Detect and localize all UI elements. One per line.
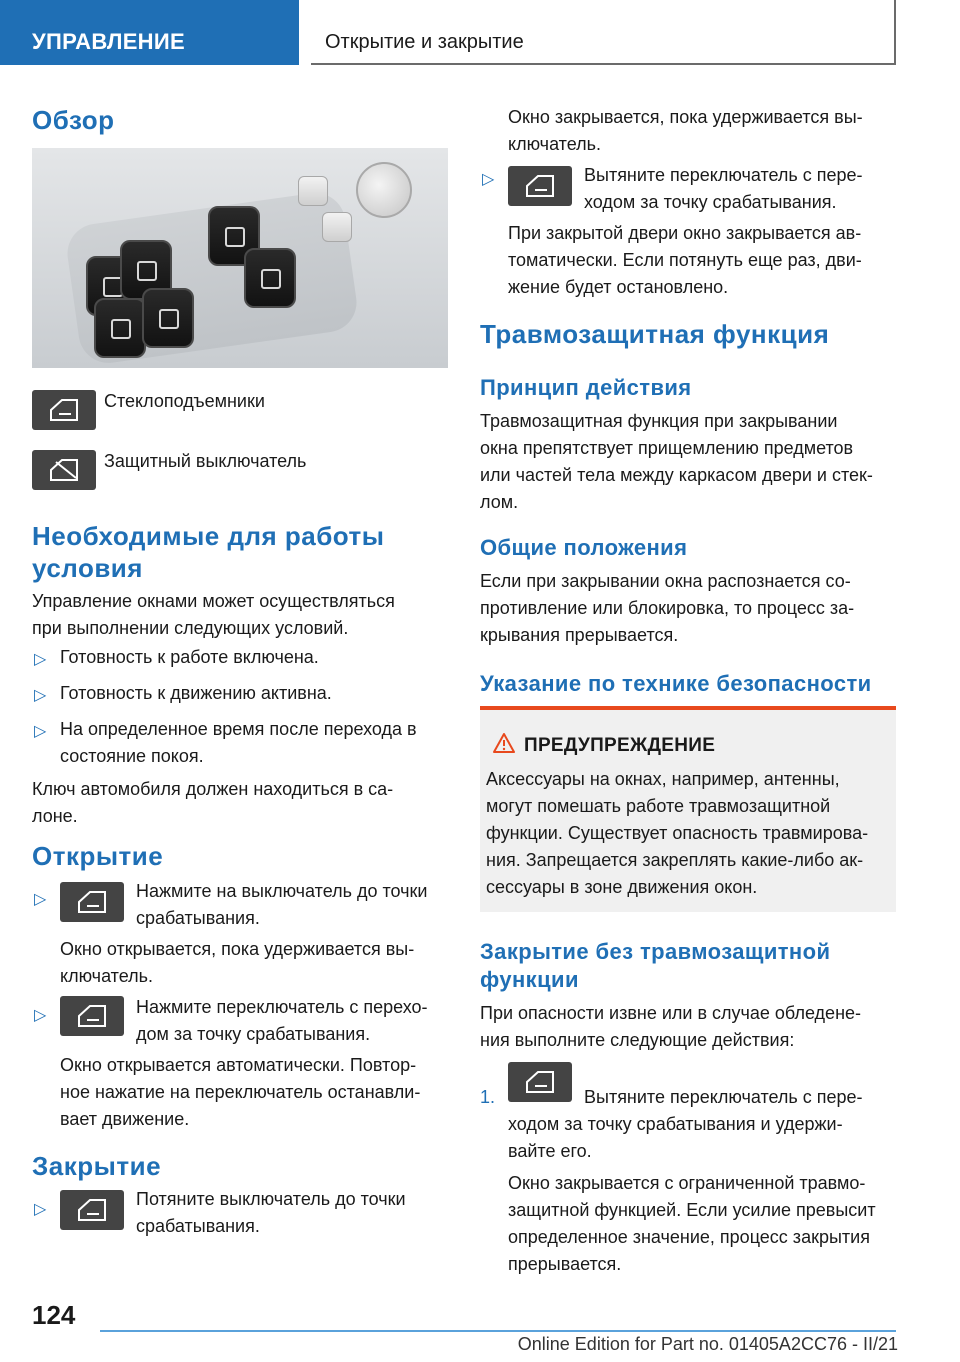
overview-title: Обзор xyxy=(32,105,115,135)
prereq-intro-2: при выполнении следующих условий. xyxy=(32,618,349,638)
close-step2-result-c: жение будет остановлено. xyxy=(508,277,729,297)
close-step1-a: Потяните выключатель до точки xyxy=(136,1189,406,1209)
window-switch-icon xyxy=(60,996,124,1036)
open-step2-result-b: ное нажатие на переключатель останавли- xyxy=(60,1082,421,1102)
window-switch-icon xyxy=(32,390,96,430)
bullet-icon: ▷ xyxy=(482,171,495,188)
switch-safety xyxy=(94,298,146,358)
window-switch-icon xyxy=(60,882,124,922)
left-column xyxy=(32,100,448,1280)
legend-text-2: Защитный выключатель xyxy=(104,451,307,471)
open-step1-result-b: ключатель. xyxy=(60,966,154,986)
bullet-icon: ▷ xyxy=(34,723,47,740)
safety-switch-icon xyxy=(32,450,96,490)
principle-3: или частей тела между каркасом двери и стек- xyxy=(480,465,873,485)
principle-2: окна препятствует прищемлению предметов xyxy=(480,438,854,458)
prereq-item-1: Готовность к работе включена. xyxy=(60,647,319,667)
warning-line-5: сессуары в зоне движения окон. xyxy=(486,877,758,897)
prereq-item-3b: состояние покоя. xyxy=(60,746,204,766)
no-pinch-result-d: прерывается. xyxy=(508,1254,622,1274)
warning-line-1: Аксессуары на окнах, например, антенны, xyxy=(486,769,840,789)
close-title: Закрытие xyxy=(32,1151,162,1181)
open-step2-result-a: Окно открывается автоматически. Повтор- xyxy=(60,1055,417,1075)
prereq-item-3a: На определенное время после перехода в xyxy=(60,719,417,739)
window-switch-photo xyxy=(32,148,448,368)
switch-driver-rear xyxy=(244,248,296,308)
close-step2-result-a: При закрытой двери окно закрывается ав- xyxy=(508,223,862,243)
open-step2-result-c: вает движение. xyxy=(60,1109,190,1129)
warning-label: ПРЕДУПРЕЖДЕНИЕ xyxy=(524,735,716,756)
no-pinch-title-1: Закрытие без травмозащитной xyxy=(480,939,831,964)
mirror-knob xyxy=(298,176,328,206)
close-step1-b: срабатывания. xyxy=(136,1216,260,1236)
close-step1-result-b: ключатель. xyxy=(508,134,602,154)
footer-edition: Online Edition for Part no. 01405A2CC76 - II/21 xyxy=(517,1334,898,1354)
open-title: Открытие xyxy=(32,841,164,871)
close-step1-result-a: Окно закрывается, пока удерживается вы- xyxy=(508,107,863,127)
no-pinch-step-a: Вытяните переключатель с пере- xyxy=(584,1087,863,1107)
prereq-title-line2: условия xyxy=(32,553,143,583)
switch-front-right xyxy=(142,288,194,348)
open-step2-a: Нажмите переключатель с перехо- xyxy=(136,997,428,1017)
bullet-icon: ▷ xyxy=(34,1201,47,1218)
open-step1-b: срабатывания. xyxy=(136,908,260,928)
principle-4: лом. xyxy=(480,492,519,512)
general-1: Если при закрывании окна распознается со- xyxy=(480,571,851,591)
no-pinch-title-2: функции xyxy=(480,967,579,992)
general-title: Общие положения xyxy=(480,535,688,560)
topic-header: Открытие и закрытие xyxy=(311,0,896,65)
principle-1: Травмозащитная функция при закрывании xyxy=(480,411,838,431)
warning-text xyxy=(486,766,890,901)
safety-title: Указание по технике безопасности xyxy=(480,671,872,696)
no-pinch-step-b: ходом за точку срабатывания и удержи- xyxy=(508,1114,843,1134)
warning-line-4: ния. Запрещается закреплять какие-либо ак- xyxy=(486,850,864,870)
step-number: 1. xyxy=(480,1087,496,1107)
no-pinch-result-a: Окно закрывается с ограниченной травмо- xyxy=(508,1173,866,1193)
close-step2-b: ходом за точку срабатывания. xyxy=(584,192,837,212)
bullet-icon: ▷ xyxy=(34,651,47,668)
no-pinch-intro-1: При опасности извне или в случае обледене- xyxy=(480,1003,862,1023)
key-note-1: Ключ автомобиля должен находиться в са- xyxy=(32,779,394,799)
right-column xyxy=(480,100,896,1280)
no-pinch-intro-2: ния выполните следующие действия: xyxy=(480,1030,795,1050)
window-switch-icon xyxy=(508,166,572,206)
warning-triangle-icon xyxy=(492,732,516,754)
close-step2-result-b: томатически. Если потянуть еще раз, дви- xyxy=(508,250,862,270)
warning-line-2: могут помешать работе травмозащитной xyxy=(486,796,831,816)
close-step2-a: Вытяните переключатель с пере- xyxy=(584,165,863,185)
bullet-icon: ▷ xyxy=(34,687,47,704)
prereq-item-2: Готовность к движению активна. xyxy=(60,683,332,703)
legend-text-1: Стеклоподъемники xyxy=(104,391,265,411)
prereq-intro-1: Управление окнами может осуществляться xyxy=(32,591,395,611)
window-switch-icon xyxy=(60,1190,124,1230)
warning-box xyxy=(480,706,896,912)
open-step1-result-a: Окно открывается, пока удерживается вы- xyxy=(60,939,415,959)
mirror-knob-2 xyxy=(322,212,352,242)
general-2: противление или блокировка, то процесс за- xyxy=(480,598,855,618)
principle-title: Принцип действия xyxy=(480,375,692,400)
page-number: 124 xyxy=(32,1300,76,1330)
no-pinch-result-b: защитной функцией. Если усилие превысит xyxy=(508,1200,876,1220)
open-step2-b: дом за точку срабатывания. xyxy=(136,1024,371,1044)
key-note-2: лоне. xyxy=(32,806,78,826)
general-3: крывания прерывается. xyxy=(480,625,679,645)
footer-divider xyxy=(100,1330,896,1332)
prereq-title-line1: Необходимые для работы xyxy=(32,521,385,551)
no-pinch-result-c: определенное значение, процесс закрытия xyxy=(508,1227,870,1247)
section-tab: УПРАВЛЕНИЕ xyxy=(0,0,299,65)
open-step1-a: Нажмите на выключатель до точки xyxy=(136,881,428,901)
window-switch-icon xyxy=(508,1062,572,1102)
no-pinch-step-c: вайте его. xyxy=(508,1141,592,1161)
bullet-icon: ▷ xyxy=(34,1007,47,1024)
pinch-protection-title: Травмозащитная функция xyxy=(480,319,830,349)
bullet-icon: ▷ xyxy=(34,891,47,908)
warning-line-3: функции. Существует опасность травмирова- xyxy=(486,823,869,843)
mirror-control xyxy=(356,162,412,218)
